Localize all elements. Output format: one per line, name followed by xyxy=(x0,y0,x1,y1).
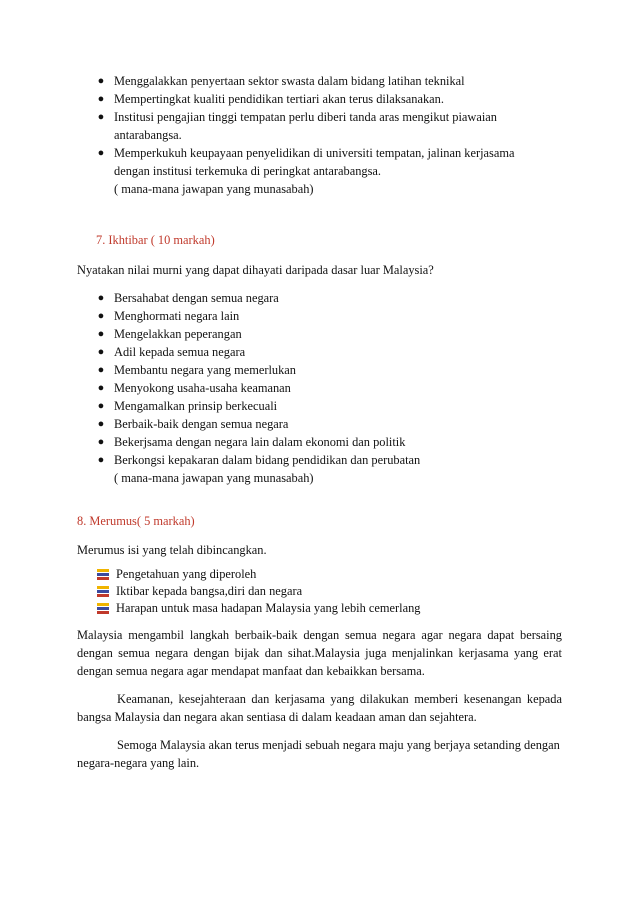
list-item: ● Adil kepada semua negara xyxy=(97,345,246,359)
list-item: Iktibar kepada bangsa,diri dan negara xyxy=(96,583,566,600)
section6-bullet-list xyxy=(96,72,566,198)
bullet-icon: ● xyxy=(97,93,105,105)
bullet-icon: ● xyxy=(97,292,105,304)
list-item: ● Mengelakkan peperangan xyxy=(97,327,242,341)
bullet-icon: ● xyxy=(97,111,105,123)
list-item: ● Memperkukuh keupayaan penyelidikan di universiti tempatan, jalinan kerjasama xyxy=(97,146,515,160)
list-item: ● Menggalakkan penyertaan sektor swasta dalam bidang latihan teknikal xyxy=(97,74,465,88)
list-item-continuation: dengan institusi terkemuka di peringkat antarabangsa. xyxy=(114,164,382,178)
conclusion-paragraph-1: Malaysia mengambil langkah berbaik-baik dengan semua negara agar negara dapat bersaing dengan semua negara dengan bijak dan sihat.Malaysia juga menjalinkan kerjasama yang erat dengan semua negara agar mendapat manfaat dan kebaikkan bersama. xyxy=(77,628,562,678)
bullet-icon: ● xyxy=(97,75,105,87)
list-item: ● Membantu negara yang memerlukan xyxy=(97,363,297,377)
list-item: ● Menghormati negara lain xyxy=(97,309,240,323)
section7-heading: 7. Ikhtibar ( 10 markah) xyxy=(96,233,215,247)
bullet-icon: ● xyxy=(97,147,105,159)
bullet-icon: ● xyxy=(97,436,105,448)
section7-question: Nyatakan nilai murni yang dapat dihayati daripada dasar luar Malaysia? xyxy=(77,263,434,277)
bullet-icon: ● xyxy=(97,310,105,322)
answer-note: ( mana-mana jawapan yang munasabah) xyxy=(114,471,314,485)
list-item: ● Mempertingkat kualiti pendidikan tertiari akan terus dilaksanakan. xyxy=(97,92,444,106)
list-item: Harapan untuk masa hadapan Malaysia yang lebih cemerlang xyxy=(96,600,566,617)
list-item: ● Institusi pengajian tinggi tempatan perlu diberi tanda aras mengikut piawaian xyxy=(97,110,497,124)
section8-intro: Merumus isi yang telah dibincangkan. xyxy=(77,543,267,557)
list-item: ● Bekerjsama dengan negara lain dalam ekonomi dan politik xyxy=(97,435,406,449)
list-item: ● Berkongsi kepakaran dalam bidang pendidikan dan perubatan xyxy=(97,453,421,467)
flag-bullet-icon xyxy=(97,569,109,580)
bullet-icon: ● xyxy=(97,400,105,412)
list-item: ● Menyokong usaha-usaha keamanan xyxy=(97,381,291,395)
section7-bullet-list xyxy=(96,289,566,487)
list-item: ● Mengamalkan prinsip berkecuali xyxy=(97,399,278,413)
conclusion-paragraph-2: Keamanan, kesejahteraan dan kerjasama yang dilakukan memberi kesenangan kepada bangsa Malaysia dan negara akan sentiasa di dalam keadaan aman dan sejahtera. xyxy=(77,692,562,724)
list-item: ● Berbaik-baik dengan semua negara xyxy=(97,417,289,431)
bullet-icon: ● xyxy=(97,418,105,430)
section8-point-list xyxy=(96,566,566,617)
bullet-icon: ● xyxy=(97,346,105,358)
flag-bullet-icon xyxy=(97,586,109,597)
bullet-icon: ● xyxy=(97,454,105,466)
conclusion-paragraph-3: Semoga Malaysia akan terus menjadi sebuah negara maju yang berjaya setanding dengan negara-negara yang lain. xyxy=(77,738,560,770)
section8-heading: 8. Merumus( 5 markah) xyxy=(77,514,195,528)
list-item: ● Bersahabat dengan semua negara xyxy=(97,291,279,305)
bullet-icon: ● xyxy=(97,328,105,340)
list-item: Pengetahuan yang diperoleh xyxy=(96,566,566,583)
bullet-icon: ● xyxy=(97,364,105,376)
answer-note: ( mana-mana jawapan yang munasabah) xyxy=(114,182,314,196)
flag-bullet-icon xyxy=(97,603,109,614)
list-item-continuation: antarabangsa. xyxy=(114,128,182,142)
bullet-icon: ● xyxy=(97,382,105,394)
